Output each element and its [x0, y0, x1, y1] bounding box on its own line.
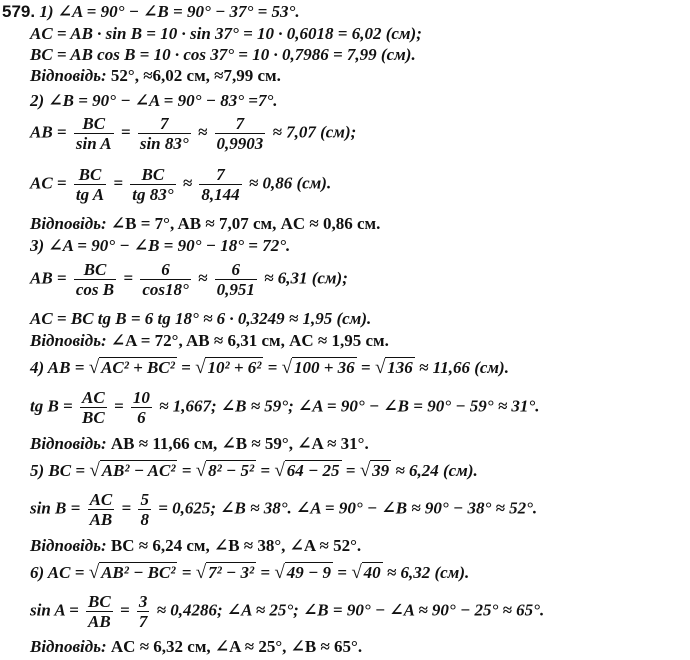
part-3-angle-a: 3) ∠A = 90° − ∠B = 90° − 18° = 72°.: [30, 236, 291, 255]
fraction: $\frac{3}{7}$: [138, 592, 148, 631]
sqrt-icon: √: [88, 357, 100, 378]
radicand: 64 − 25: [286, 461, 340, 480]
equals: =: [181, 358, 191, 377]
sqrt-icon: √: [88, 562, 100, 583]
fraction: $\frac{7}{8,144}$: [201, 165, 240, 204]
ac-lhs: 6) AC =: [30, 563, 85, 582]
sqrt-icon: √: [89, 460, 100, 481]
part-2-ac-formula: AC = $\frac{BC}{\text{tg A}}$ = $\frac{BC}{tg 83^\circ}$ ≈ $\frac{7}{8,144}$ ≈ 0,86 (см).: [30, 165, 332, 204]
ac-lhs: AC =: [30, 173, 67, 193]
answer-label: Відповідь:: [30, 536, 107, 555]
tg-result: ≈ 1,667; ∠B ≈ 59°; ∠A = 90° − ∠B = 90° − 59° ≈ 31°.: [159, 396, 540, 416]
part-1-ac-formula: AC = AB · sin B = 10 · sin 37° = 10 · 0,6018 = 6,02 (см);: [30, 24, 422, 43]
fraction: $\frac{7}{0,9903}$: [216, 114, 264, 153]
part-1-angle-a: 1) ∠A = 90° − ∠B = 90° − 37° = 53°.: [39, 2, 300, 21]
fraction: $\frac{BC}{tg 83^\circ}$: [132, 165, 174, 204]
sqrt-icon: √: [274, 460, 285, 481]
sin-lhs: sin B =: [30, 498, 81, 518]
part-2-angle-b: 2) ∠B = 90° − ∠A = 90° − 83° =7°.: [30, 91, 278, 110]
radicand: 49 − 9: [286, 563, 332, 582]
radicand: AB² − AC²: [101, 461, 176, 480]
ab-lhs: AB =: [30, 122, 67, 142]
part-6-ac-formula: [30, 563, 469, 583]
sqrt-icon: √: [274, 562, 285, 583]
equals: =: [181, 461, 192, 480]
sin-result: ≈ 0,4286; ∠A ≈ 25°; ∠B = 90° − ∠A ≈ 90° − 25° ≈ 65°.: [156, 600, 545, 620]
part-2-answer-text: ∠B = 7°, AB ≈ 7,07 см, AC ≈ 0,86 см.: [110, 214, 381, 233]
sin-lhs: sin A =: [30, 600, 79, 620]
part-2-answer: [30, 214, 380, 234]
fraction: $\frac{BC}{\text{tg A}}$: [75, 165, 105, 204]
ab-result: ≈ 7,07 (см);: [272, 122, 357, 142]
sqrt-icon: √: [374, 357, 386, 378]
fraction: $\frac{7}{\sin 83^\circ}$: [139, 114, 189, 153]
fraction: $\frac{BC}{\text{cos B}}$: [75, 260, 115, 299]
sqrt-icon: √: [359, 460, 371, 481]
part-6-answer-text: AC ≈ 6,32 см, ∠A ≈ 25°, ∠B ≈ 65°.: [110, 637, 363, 656]
fraction: $\frac{BC}{AB}$: [88, 592, 111, 631]
bc-result: ≈ 6,24 (см).: [395, 461, 478, 480]
answer-label: Відповідь:: [30, 331, 107, 350]
sin-result: = 0,625; ∠B ≈ 38°. ∠A = 90° − ∠B ≈ 90° − 38° ≈ 52°.: [158, 498, 538, 518]
problem-number: 579.: [2, 2, 36, 21]
part-3-ac-formula: AC = BC tg B = 6 tg 18° ≈ 6 · 0,3249 ≈ 1,95 (см).: [30, 309, 372, 328]
ac-result: ≈ 0,86 (см).: [248, 173, 332, 193]
part-4-ab-formula: [30, 358, 509, 378]
sqrt-icon: √: [195, 460, 207, 481]
equals: =: [360, 358, 371, 377]
part-5-bc-formula: [30, 461, 478, 481]
radicand: 40: [363, 563, 381, 582]
answer-label: Відповідь:: [30, 637, 107, 656]
part-6-answer: [30, 637, 362, 657]
part-5-answer: [30, 536, 361, 556]
radicand: 10² + 6²: [207, 358, 262, 377]
ab-result: ≈ 11,66 (см).: [419, 358, 509, 377]
ac-result: ≈ 6,32 (см).: [386, 563, 470, 582]
sqrt-icon: √: [195, 357, 206, 378]
radicand: 8² − 5²: [208, 461, 255, 480]
radicand: AC² + BC²: [101, 358, 175, 377]
fraction: $\frac{6}{\cos 18^\circ}$: [142, 260, 189, 299]
part-4-answer: [30, 434, 369, 454]
part-5-answer-text: BC ≈ 6,24 см, ∠B ≈ 38°, ∠A ≈ 52°.: [110, 536, 362, 555]
ab-lhs: AB =: [30, 268, 67, 288]
fraction: $\frac{6}{0,951}$: [216, 260, 255, 299]
part-5-sin-formula: sin B = $\frac{AC}{AB}$ = $\frac{5}{8}$ = 0,625; ∠B ≈ 38°. ∠A = 90° − ∠B ≈ 90° − 38° ≈ 52°.: [30, 490, 538, 529]
fraction: $\frac{AC}{BC}$: [82, 388, 105, 427]
part-4-answer-text: AB ≈ 11,66 см, ∠B ≈ 59°, ∠A ≈ 31°.: [110, 434, 369, 453]
radicand: 39: [372, 461, 390, 480]
part-6-sin-formula: sin A = $\frac{BC}{AB}$ = $\frac{3}{7}$ ≈ 0,4286; ∠A ≈ 25°; ∠B = 90° − ∠A ≈ 90° − 25° ≈ 65°.: [30, 592, 545, 631]
answer-label: Відповідь:: [30, 66, 107, 85]
part-2-ab-formula: AB = $\frac{BC}{\text{sin A}}$ = $\frac{7}{\sin 83^\circ}$ ≈ $\frac{7}{0,9903}$ ≈ 7,07 (см);: [30, 114, 357, 153]
radicand: 100 + 36: [293, 358, 355, 377]
radicand: AB² − BC²: [101, 563, 176, 582]
fraction: $\frac{10}{6}$: [132, 388, 150, 427]
equals: =: [260, 563, 271, 582]
sqrt-icon: √: [351, 562, 362, 583]
equals: =: [337, 563, 347, 582]
bc-lhs: 5) BC =: [30, 461, 86, 480]
tg-lhs: tg B =: [30, 396, 73, 416]
ab-lhs: 4) AB =: [30, 358, 85, 377]
radicand: 136: [387, 358, 413, 377]
ab-result: ≈ 6,31 (см);: [264, 268, 348, 288]
sqrt-icon: √: [281, 357, 292, 378]
part-4-tg-formula: tg B = $\frac{AC}{BC}$ = $\frac{10}{6}$ ≈ 1,667; ∠B ≈ 59°; ∠A = 90° − ∠B = 90° − 59° ≈ 31°.: [30, 388, 540, 427]
part-1-answer: [30, 66, 281, 86]
part-3-answer: [30, 331, 389, 351]
fraction: $\frac{AC}{AB}$: [89, 490, 113, 529]
equals: =: [267, 358, 278, 377]
equals: =: [260, 461, 271, 480]
answer-label: Відповідь:: [30, 434, 107, 453]
radicand: 7² − 3²: [208, 563, 255, 582]
part-3-answer-text: ∠A = 72°, AB ≈ 6,31 см, AC ≈ 1,95 см.: [110, 331, 389, 350]
equals: =: [181, 563, 192, 582]
part-1-answer-text: 52°, ≈6,02 см, ≈7,99 см.: [110, 66, 281, 85]
equals: =: [345, 461, 356, 480]
part-1-heading-line: [2, 2, 300, 22]
part-1-bc-formula: BC = AB cos B = 10 · cos 37° = 10 · 0,7986 = 7,99 (см).: [30, 45, 416, 64]
fraction: $\frac{BC}{\text{sin A}}$: [75, 114, 112, 153]
fraction: $\frac{5}{8}$: [140, 490, 149, 529]
part-3-ab-formula: AB = $\frac{BC}{\text{cos B}}$ = $\frac{6}{\cos 18^\circ}$ ≈ $\frac{6}{0,951}$ ≈ 6,31 (см);: [30, 260, 348, 299]
sqrt-icon: √: [195, 562, 207, 583]
answer-label: Відповідь:: [30, 214, 107, 233]
